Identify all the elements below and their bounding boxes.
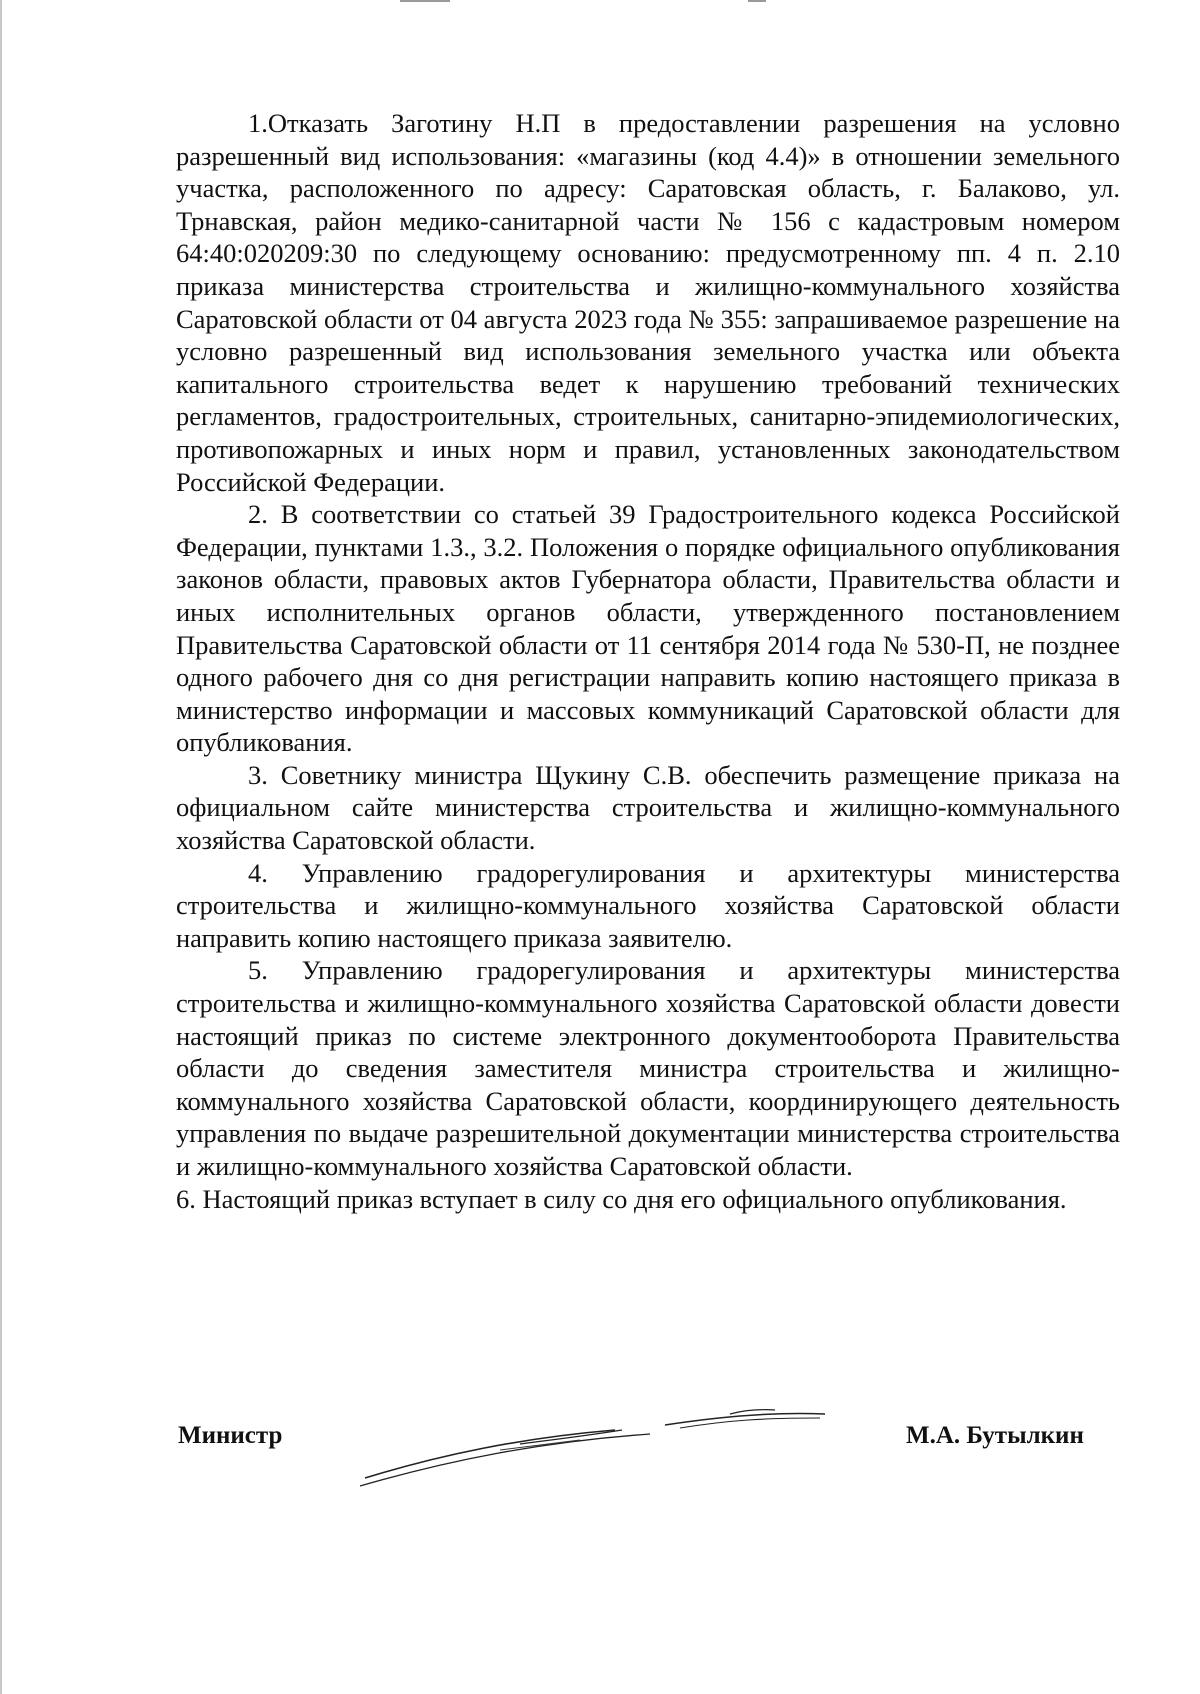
scan-mark — [748, 0, 766, 2]
scan-mark — [400, 0, 450, 2]
paragraph-2: 2. В соответствии со статьей 39 Градостроительного кодекса Российской Федерации, пунктами 1.3., 3.2. Положения о порядке официального опубликования законов области, правовых актов Губернатора области, Правительства области и иных исполнительных органов области, утвержденного постановлением Правительства Саратовской области от 11 сентября 2014 года № 530-П, не позднее одного рабочего дня со дня регистрации направить копию настоящего приказа в министерство информации и массовых коммуникаций Саратовской области для опубликования. — [176, 499, 1120, 758]
signatory-title: Министр — [178, 1422, 283, 1449]
paragraph-1: 1.Отказать Заготину Н.П в предоставлении разрешения на условно разрешенный вид использования: «магазины (код 4.4)» в отношении земельного участка, расположенного по адресу: Саратовская область, г. Балаково, ул. Трнавская, район медико-санитарной части № 156 с кадастровым номером 64:40:020209:30 по следующему основанию: предусмотренному пп. 4 п. 2.10 приказа министерства строительства и жилищно-коммунального хозяйства Саратовской области от 04 августа 2023 года № 355: запрашиваемое разрешение на условно разрешенный вид использования земельного участка или объекта капитального строительства ведет к нарушению требований технических регламентов, градостроительных, строительных, санитарно-эпидемиологических, противопожарных и иных норм и правил, установленных законодательством Российской Федерации. — [176, 108, 1120, 497]
scan-edge — [0, 0, 2, 1694]
handwritten-signature — [350, 1400, 830, 1500]
paragraph-4: 4. Управлению градорегулирования и архитектуры министерства строительства и жилищно-коммунального хозяйства Саратовской области направить копию настоящего приказа заявителю. — [176, 857, 1120, 953]
order-text — [176, 107, 1120, 1215]
paragraph-5: 5. Управлению градорегулирования и архитектуры министерства строительства и жилищно-коммунального хозяйства Саратовской области довести настоящий приказ по системе электронного документооборота Правительства области до сведения заместителя министра строительства и жилищно-коммунального хозяйства Саратовской области, координирующего деятельность управления по выдаче разрешительной документации министерства строительства и жилищно-коммунального хозяйства Саратовской области. — [176, 955, 1120, 1181]
signatory-name: М.А. Бутылкин — [906, 1422, 1084, 1449]
paragraph-6: 6. Настоящий приказ вступает в силу со дня его официального опубликования. — [176, 1183, 1067, 1214]
paragraph-3: 3. Советнику министра Щукину С.В. обеспечить размещение приказа на официальном сайте министерства строительства и жилищно-коммунального хозяйства Саратовской области. — [176, 759, 1120, 856]
